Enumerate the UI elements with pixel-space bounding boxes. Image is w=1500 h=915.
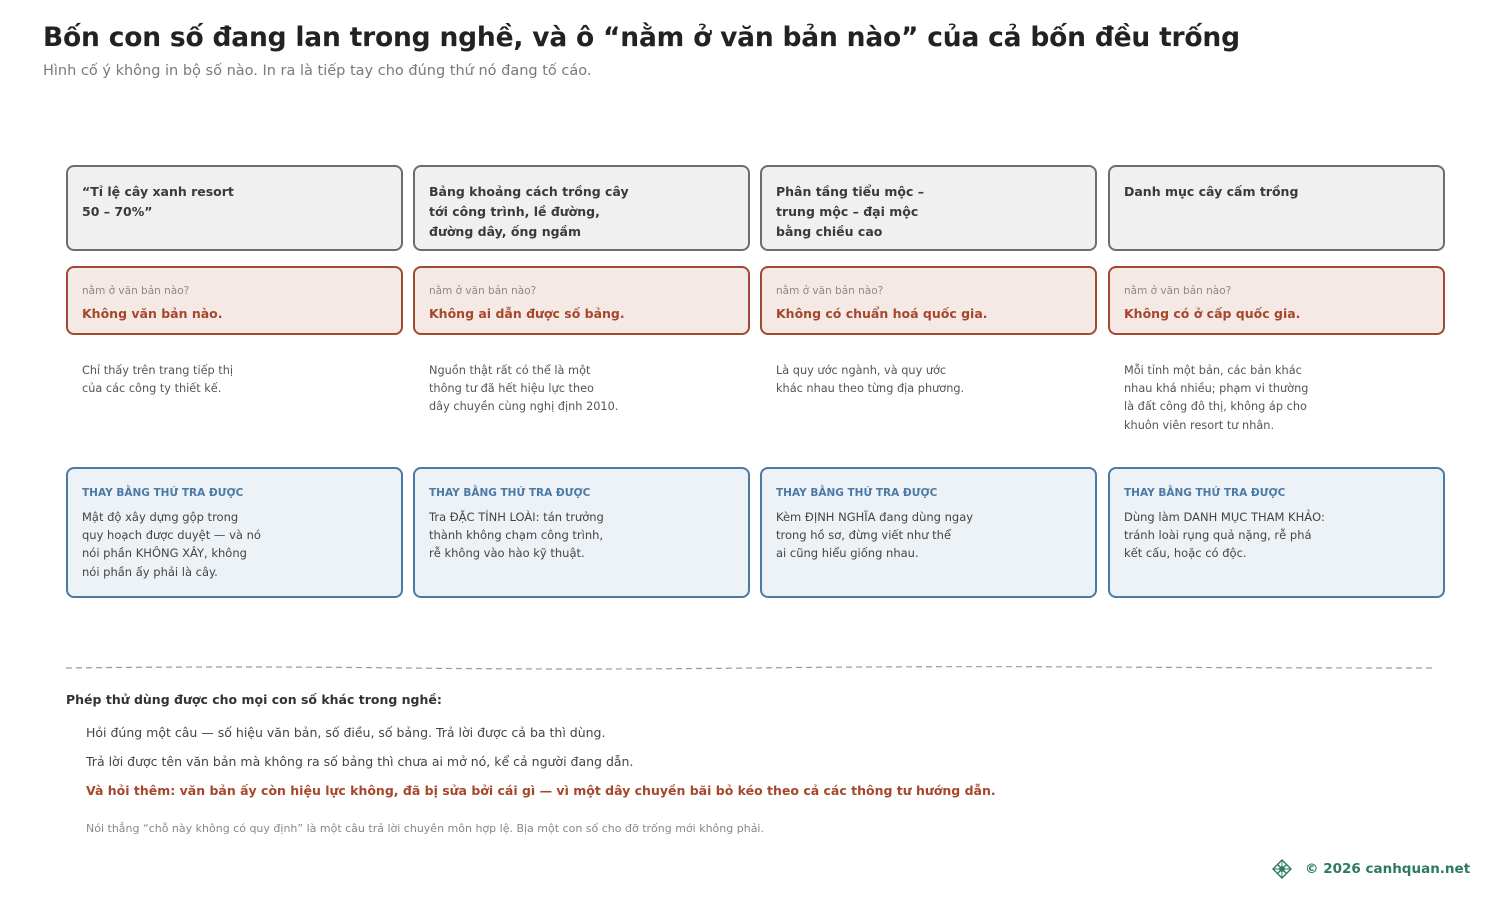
test-step-3: Và hỏi thêm: văn bản ấy còn hiệu lực không, đã bị sửa bởi cái gì — vì một dây chuyền bãi bỏ kéo theo cả các thông tư hướng dẫn. <box>86 783 996 798</box>
alternative-heading: THAY BẰNG THỨ TRA ĐƯỢC <box>776 487 938 499</box>
source-card <box>413 266 750 335</box>
alternative-card <box>66 467 403 598</box>
source-card <box>1108 266 1445 335</box>
test-step-1: Hỏi đúng một câu — số hiệu văn bản, số điều, số bảng. Trả lời được cả ba thì dùng. <box>86 725 606 740</box>
claim-card <box>66 165 403 251</box>
brand-footer <box>1271 858 1470 880</box>
dashed-divider <box>66 662 1436 674</box>
source-question: nằm ở văn bản nào? <box>82 285 190 297</box>
lattice-logo-icon <box>1271 858 1293 880</box>
alternative-card <box>1108 467 1445 598</box>
source-note: Chỉ thấy trên trang tiếp thị của các công ty thiết kế. <box>82 364 234 396</box>
alternative-card <box>413 467 750 598</box>
claim-card <box>1108 165 1445 251</box>
source-note: Là quy ước ngành, và quy ước khác nhau theo từng địa phương. <box>776 364 965 396</box>
source-card <box>66 266 403 335</box>
alternative-card <box>760 467 1097 598</box>
test-footnote: Nói thẳng “chỗ này không có quy định” là một câu trả lời chuyên môn hợp lệ. Bịa một con số cho đỡ trống mới không phải. <box>86 822 764 835</box>
alternative-heading: THAY BẰNG THỨ TRA ĐƯỢC <box>82 487 244 499</box>
claim-text: Bảng khoảng cách trồng cây tới công trình, lề đường, đường dây, ống ngầm <box>429 184 629 239</box>
page-title: Bốn con số đang lan trong nghề, và ô “nằm ở văn bản nào” của cả bốn đều trống <box>43 22 1240 53</box>
source-answer: Không có chuẩn hoá quốc gia. <box>776 306 988 321</box>
claim-text: “Tỉ lệ cây xanh resort 50 – 70%” <box>82 184 234 219</box>
claim-card <box>760 165 1097 251</box>
test-step-2: Trả lời được tên văn bản mà không ra số bảng thì chưa ai mở nó, kể cả người đang dẫn. <box>86 754 634 769</box>
claim-card <box>413 165 750 251</box>
page-subtitle: Hình cố ý không in bộ số nào. In ra là tiếp tay cho đúng thứ nó đang tố cáo. <box>43 63 592 79</box>
alternative-heading: THAY BẰNG THỨ TRA ĐƯỢC <box>429 487 591 499</box>
claim-text: Danh mục cây cấm trồng <box>1124 184 1299 199</box>
source-question: nằm ở văn bản nào? <box>429 285 537 297</box>
source-question: nằm ở văn bản nào? <box>776 285 884 297</box>
test-title: Phép thử dùng được cho mọi con số khác trong nghề: <box>66 692 442 707</box>
alternative-text: Kèm ĐỊNH NGHĨA đang dùng ngay trong hồ sơ, đừng viết như thể ai cũng hiểu giống nhau. <box>776 510 974 561</box>
copyright-text: © 2026 canhquan.net <box>1305 861 1471 877</box>
alternative-text: Mật độ xây dựng gộp trong quy hoạch được duyệt — và nó nói phần KHÔNG XÂY, không nói phần ấy phải là cây. <box>82 510 261 579</box>
source-note: Nguồn thật rất có thể là một thông tư đã hết hiệu lực theo dây chuyền cùng nghị định 2010. <box>429 364 619 414</box>
source-answer: Không văn bản nào. <box>82 306 223 321</box>
source-card <box>760 266 1097 335</box>
alternative-heading: THAY BẰNG THỨ TRA ĐƯỢC <box>1124 487 1286 499</box>
claim-text: Phân tầng tiểu mộc – trung mộc – đại mộc bằng chiều cao <box>776 184 924 239</box>
source-question: nằm ở văn bản nào? <box>1124 285 1232 297</box>
alternative-text: Dùng làm DANH MỤC THAM KHẢO: tránh loài rụng quả nặng, rễ phá kết cấu, hoặc có độc. <box>1124 510 1325 561</box>
alternative-text: Tra ĐẶC TÍNH LOÀI: tán trưởng thành không chạm công trình, rễ không vào hào kỹ thuật. <box>429 510 604 561</box>
source-answer: Không có ở cấp quốc gia. <box>1124 306 1301 321</box>
source-note: Mỗi tỉnh một bản, các bản khác nhau khá nhiều; phạm vi thường là đất công đô thị, không áp cho khuôn viên resort tư nhân. <box>1124 364 1309 432</box>
source-answer: Không ai dẫn được số bảng. <box>429 306 625 321</box>
